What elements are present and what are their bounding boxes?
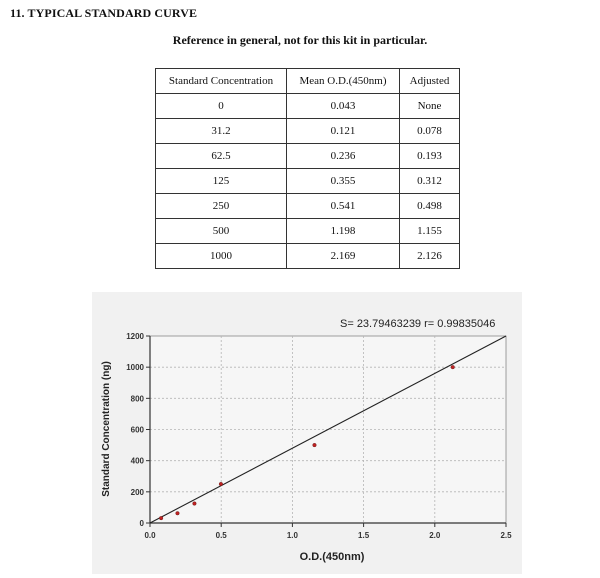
cell-adjusted: 1.155 (400, 219, 460, 244)
data-point (159, 516, 163, 520)
x-tick-label: 0.5 (215, 531, 227, 540)
y-tick-label: 200 (130, 487, 144, 497)
header-adjusted: Adjusted (400, 69, 460, 94)
standard-curve-svg (92, 292, 522, 574)
x-tick-label: 2.0 (429, 531, 441, 540)
cell-concentration: 1000 (156, 244, 287, 269)
x-tick-label: 0.0 (144, 531, 156, 540)
data-point (176, 511, 180, 515)
table-row (156, 94, 460, 119)
y-axis-label: Standard Concentration (ng) (101, 361, 112, 497)
table-row (156, 194, 460, 219)
cell-adjusted: 0.498 (400, 194, 460, 219)
x-tick-label: 1.5 (358, 531, 370, 540)
cell-concentration: 62.5 (156, 144, 287, 169)
table-row (156, 244, 460, 269)
section-heading: 11. TYPICAL STANDARD CURVE (10, 6, 198, 20)
header-standard-concentration: Standard Concentration (156, 69, 287, 94)
x-tick-label: 1.0 (286, 531, 298, 540)
cell-concentration: 0 (156, 94, 287, 119)
data-point (219, 482, 223, 486)
data-point (451, 365, 455, 369)
cell-mean-od: 0.121 (287, 119, 400, 144)
cell-mean-od: 0.541 (287, 194, 400, 219)
y-tick-label: 800 (130, 394, 144, 404)
cell-adjusted: 0.193 (400, 144, 460, 169)
cell-mean-od: 0.043 (287, 94, 400, 119)
table-row (156, 144, 460, 169)
y-tick-label: 600 (130, 425, 144, 435)
x-axis-label: O.D.(450nm) (299, 551, 365, 563)
standard-curve-chart (92, 292, 522, 574)
cell-mean-od: 2.169 (287, 244, 400, 269)
y-tick-label: 1200 (126, 332, 144, 341)
cell-adjusted: None (400, 94, 460, 119)
data-point (193, 502, 197, 506)
data-point (313, 443, 317, 447)
y-tick-label: 1000 (126, 363, 144, 373)
cell-concentration: 31.2 (156, 119, 287, 144)
cell-concentration: 500 (156, 219, 287, 244)
cell-adjusted: 0.078 (400, 119, 460, 144)
x-tick-label: 2.5 (500, 531, 512, 540)
cell-mean-od: 1.198 (287, 219, 400, 244)
standard-concentration-table (155, 68, 460, 269)
cell-adjusted: 0.312 (400, 169, 460, 194)
y-tick-label: 400 (130, 456, 144, 466)
cell-concentration: 250 (156, 194, 287, 219)
header-mean-od: Mean O.D.(450nm) (287, 69, 400, 94)
cell-mean-od: 0.236 (287, 144, 400, 169)
table-row (156, 169, 460, 194)
cell-mean-od: 0.355 (287, 169, 400, 194)
cell-adjusted: 2.126 (400, 244, 460, 269)
cell-concentration: 125 (156, 169, 287, 194)
table-row (156, 219, 460, 244)
table-header-row (156, 69, 460, 94)
y-tick-label: 0 (139, 519, 144, 528)
fit-statistics-annotation: S= 23.79463239 r= 0.99835046 (340, 318, 496, 330)
table-row (156, 119, 460, 144)
reference-note: Reference in general, not for this kit in particular. (172, 33, 428, 47)
